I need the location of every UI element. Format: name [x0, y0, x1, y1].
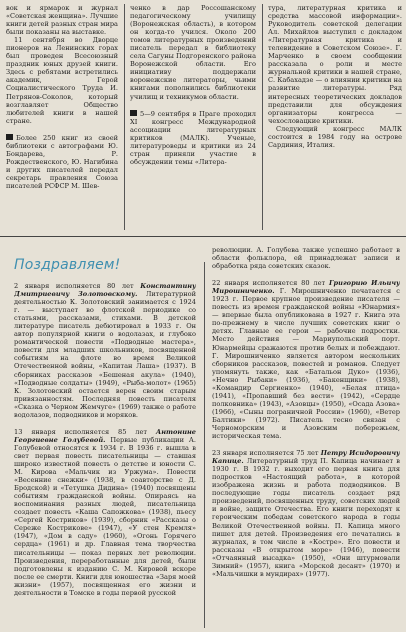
- anniversary-entry: 22 января исполняется 80 лет Григорию Ильичу Мирошниченко. Г. Мирошниченко печатается с 1923 г. Первое крупное произведение писателя — повесть из времен гражданской войны «Юнармия» — впервые была опубликована в 1927 г. Книга эта по-прежнему в числе лучших советских книг о детях. Главные ее герои — рабочие подростки. Место действия — Мариупольский порт. Юнармейцы сражаются против белых и побеждают. Г. Мирошниченко является автором нескольких сборников рассказов, повестей и романов. Следует упомянуть также, как «Батальон Дуко» (1936), «Нечно Рыбаки» (1936), «Бакенщики» (1938), «Командир Сергиенко» (1940), «Белая птица» (1941), «Пропавший без вести» (1942), «Сердце полковника» (1943), «Азовцы» (1950), «Осада Азова» (1966), «Сыны пограничной России» (1960), «Ветер Балтики» (1972). Писатель тесно связан с Черноморским и Азовским побережьем, историческая тема.: [212, 279, 400, 441]
- section-divider: [0, 236, 406, 237]
- anniversary-entry: 23 января исполняется 75 лет Петру Исидоровичу Капице. Литературный труд П. Капица начинает в 1930 г. В 1932 г. выходит его первая книга для подростков «Настоящий работа», в которой изображена жизнь и работа подводников. В последующие годы писатель создает ряд произведений, посвященных труду, советских людей и войне, защите Отечества. Его книги переходят к героическим победам советского народа в годы Великой Отечественной войны. П. Капица много пишет для детей. Произведения его печатались в журналах, в том числе в «Костре». Его повести и рассказы «В открытом море» (1946), повести «Отчаянный высадка» (1950), «Они штурмовали Зимний» (1957), книга «Морской десант» (1970) и «Мальчишки в мундирах» (1977).: [212, 449, 400, 578]
- top-col1-news-item: [6, 134, 118, 190]
- honoree-name: Константину Дмитриевичу Золотовскому.: [14, 282, 196, 299]
- top-column-2: [130, 4, 256, 230]
- top-col1-paragraph: вок и ярмарок и журнал «Советская женщина». Лучшие книги детей разных стран мира были показаны на выставке.: [6, 4, 118, 37]
- top-col1-text: Более 250 книг из своей библиотеки с автографами Ю. Бондарева, Р. Рождественского, Ю. Нагибина и других писателей передал секретарь правления Союза писателей РСФСР М. Шев-: [6, 133, 118, 190]
- top-col3-paragraph: тура, литературная критика и средства массовой информации». Руководитель советской делегации Ал. Михайлов выступил с докладом «Литературная критика и телевидение в Советском Союзе». Г. Марченко в своем сообщении рассказала о роли и месте журнальной критики в нашей стране, С. Кабахадзе — о влиянии критики на развитие литературы. Ряд интересных теоретических докладов представили для обсуждения организаторы конгресса — чехословацкие критики.: [268, 4, 402, 125]
- top-col2-paragraph: ченко в дар Россошанскому педагогическому училищу (Воронежская область), в котором он когда-то учился. Около 200 томов литературных произведений писатель передал в библиотеку села Сагуны Подгоренского района Воронежской области. Его инициативу поддержали воронежские литераторы, чьими книгами пополнились библиотеки училищ и техникумов области.: [130, 4, 256, 101]
- section-heading: Поздравляем!: [14, 257, 121, 273]
- continued-paragraph: революции. А. Голубева также успешно работает в области фольклора, ей принадлежат записи и обработка ряда советских сказок.: [212, 246, 400, 271]
- top-column-1: [6, 4, 118, 212]
- column-divider: [204, 262, 205, 628]
- anniversary-entry: 2 января исполняется 80 лет Константину Дмитриевичу Золотовскому. Литературной деятельностью К. Золотовский занимается с 1924 г. — выступает во флотской периодике со статьями, рассказами, стихами. В детской литературе писатель дебютировал в 1933 г. Он автор популярной книги о водолазах, и глубоко романтической повести «Подводные мастера», повести для младших школьников, посвященной событиям на флоте во время Великой Отечественной войны, «Капитан Лаша» (1937). В сборниках рассказов «Бешеная акула» (1940), «Подводные солдаты» (1949), «Рыба-молот» (1965) К. Золотовский остается верен своим старым привязанностям. Последняя повесть писателя «Сказка о Черном Жемчуге» (1969) также о работе водолазов, подводников и моряков.: [14, 282, 196, 419]
- column-divider: [262, 4, 263, 230]
- anniversary-entry: 13 января исполняется 85 лет Антонине Георгиевне Голубевой. Первые публикации А. Голубевой относятся к 1934 г. В 1936 г. вышла в свет первая повесть писательницы — ставшая широко известной повесть о детстве и юности С. М. Кирова «Мальчик из Уржума». Повести «Весенние снежки» (1938, в соавторстве с Д. Бродской) и «Тетушка Дидина» (1940) посвящены событиям гражданской войны. Опираясь на воспоминания разных людей, писательница создает повесть «Каша Сапожкова» (1938), пьесу «Сергей Костриков» (1939), сборник «Рассказы о Сереже Кострикове» (1947), «У стен Кремля» (1947), «Дом в саду» (1960), «Огонь Горячего сердца» (1961) и др. Главная тема творчества писательницы — показ первых лет революции. Произведения, переработанные для детей, были подготовлены к изданию С. М. Кировой вскоре после ее смерти. Книги для юношества «Заря моей жизни» (1957), посвященная его жизни и деятельности в Томске в годы первой русской: [14, 427, 196, 597]
- top-col3-paragraph: Следующий конгресс МАЛК состоится в 1984 году на острове Сардиния, Италия.: [268, 124, 402, 149]
- honoree-name: Григорию Ильичу Мирошниченко.: [212, 279, 400, 296]
- anniversary-left-column: [14, 282, 196, 628]
- bullet-square-icon: [6, 134, 13, 140]
- honoree-name: Петру Исидоровичу Капице.: [212, 449, 400, 466]
- top-column-3: [268, 4, 402, 230]
- bullet-square-icon: [130, 110, 137, 116]
- top-col1-paragraph: 11 сентября во Дворце пионеров на Ленинских горах был проведен Всесоюзный праздник юных друзей книги. Здесь с ребятами встретились академик, Герой Социалистического Труда И. Петрянов-Соколов, который возглавляет Общество любителей книги в нашей стране.: [6, 36, 118, 125]
- top-col2-text: 5—9 сентября в Праге проходил XI конгресс Международной ассоциации литературных критиков (МАЛК). Ученые, литературоведы и критики из 24 стран приняли участие в обсуждении темы «Литера-: [130, 109, 256, 166]
- anniversary-right-column: [212, 246, 400, 628]
- honoree-name: Антонине Георгиевне Голубевой.: [14, 427, 196, 444]
- top-col2-news-item: [130, 110, 256, 166]
- column-divider: [124, 4, 125, 230]
